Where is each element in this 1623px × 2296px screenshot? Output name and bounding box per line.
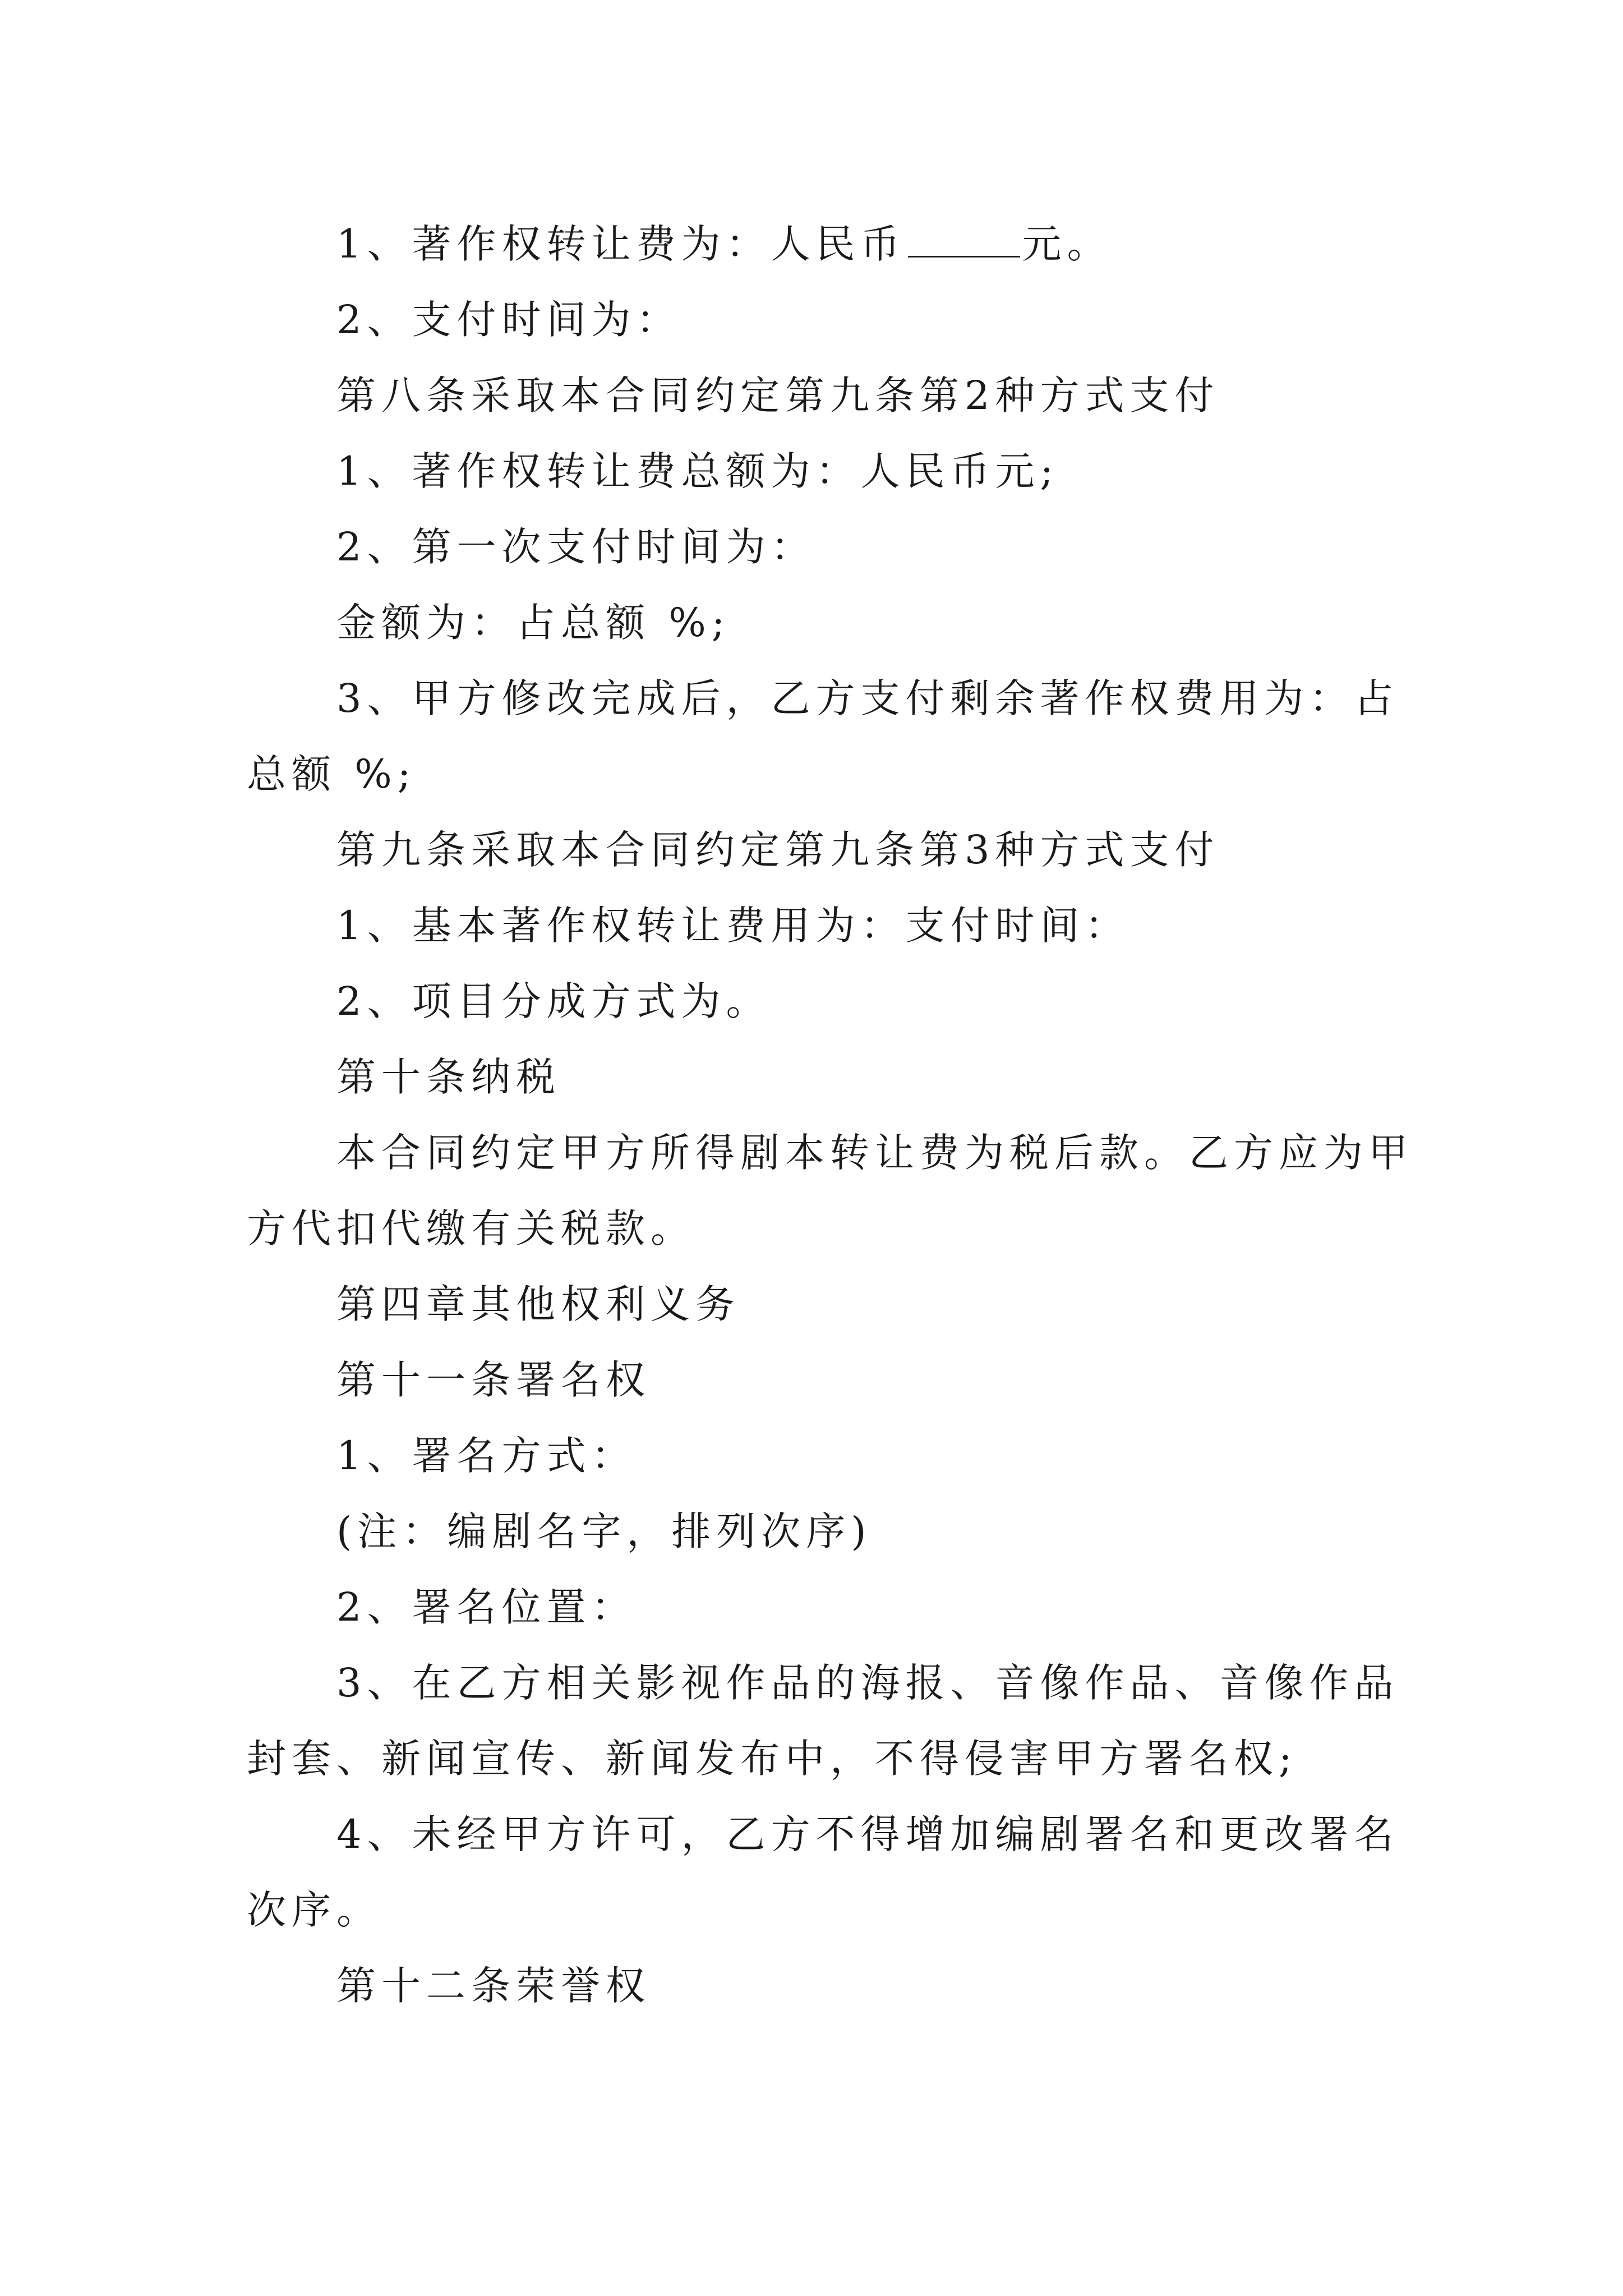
paragraph-line: 4、未经甲方许可，乙方不得增加编剧署名和更改署名 <box>336 1811 1399 1857</box>
line-text: 1、著作权转让费为：人民币 <box>336 221 906 267</box>
article-heading: 第十一条署名权 <box>336 1357 651 1403</box>
chapter-heading: 第四章其他权利义务 <box>336 1281 740 1327</box>
paragraph-line <box>336 216 1469 272</box>
paragraph-line: 封套、新闻宣传、新闻发布中，不得侵害甲方署名权; <box>247 1736 1298 1782</box>
paragraph-line: 金额为：占总额 %; <box>336 600 731 646</box>
line-text: 元。 <box>1022 221 1112 267</box>
paragraph-line: (注：编剧名字，排列次序) <box>336 1508 872 1554</box>
paragraph-line: 2、第一次支付时间为： <box>336 524 816 570</box>
paragraph-line: 1、基本著作权转让费用为：支付时间： <box>336 903 1130 949</box>
paragraph-line: 1、著作权转让费总额为：人民币元; <box>336 448 1059 494</box>
article-heading: 第十二条荣誉权 <box>336 1963 651 2009</box>
fill-in-blank <box>908 222 1020 257</box>
article-heading: 第十条纳税 <box>336 1054 561 1100</box>
paragraph-line: 1、署名方式： <box>336 1433 637 1479</box>
paragraph-line: 2、署名位置： <box>336 1584 637 1630</box>
paragraph-line: 次序。 <box>247 1887 381 1933</box>
paragraph-line: 总额 %; <box>247 751 417 797</box>
paragraph-line: 方代扣代缴有关税款。 <box>247 1205 695 1251</box>
article-heading: 第九条采取本合同约定第九条第3种方式支付 <box>336 827 1220 873</box>
paragraph-line: 3、甲方修改完成后，乙方支付剩余著作权费用为：占 <box>336 675 1399 721</box>
paragraph-line: 2、支付时间为： <box>336 297 681 343</box>
paragraph-line: 2、项目分成方式为。 <box>336 978 771 1024</box>
article-heading: 第八条采取本合同约定第九条第2种方式支付 <box>336 372 1220 418</box>
paragraph-line: 3、在乙方相关影视作品的海报、音像作品、音像作品 <box>336 1660 1399 1706</box>
paragraph-line: 本合同约定甲方所得剧本转让费为税后款。乙方应为甲 <box>336 1130 1413 1176</box>
